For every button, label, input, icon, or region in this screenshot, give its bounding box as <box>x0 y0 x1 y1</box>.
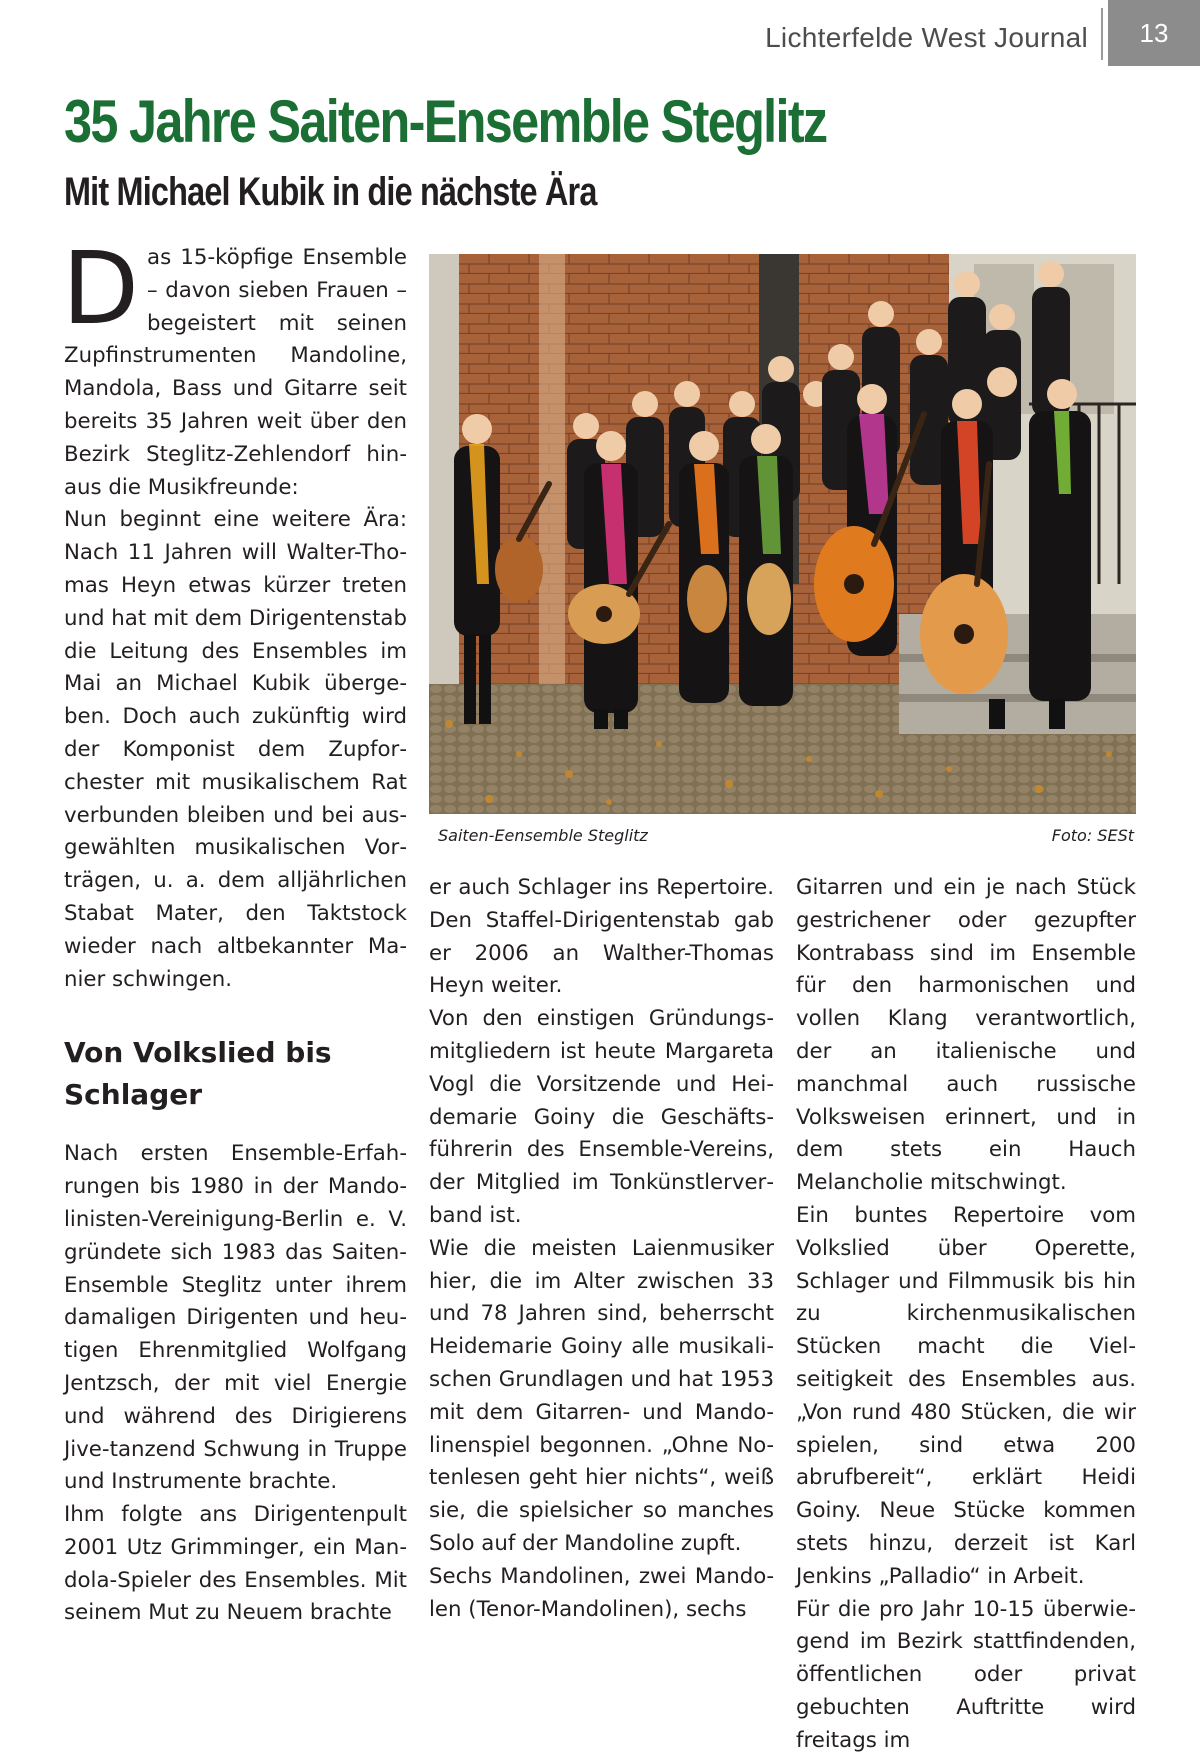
text-column-1 <box>62 230 407 1630</box>
intro-paragraph <box>62 230 407 504</box>
ensemble-photo <box>429 254 1136 814</box>
paragraph: Nun beginnt eine weitere Ära: Nach 11 Jahren will Walter-Thomas Heyn etwas kürzer treten und hat mit dem Dirigentenstab die Leitung des Ensembles im Mai an Michael Kubik übergeben. Doch auch zukünftig wird der Komponist dem Zupforchester mit musikalischem Rat verbunden bleiben und bei ausgewählten musikalischen Vorträgen, u. a. dem alljährlichen Stabat Mater, den Taktstock wieder nach altbekannter Manier schwingen. <box>64 507 407 992</box>
text-column-3 <box>796 872 1136 1758</box>
text-column-2 <box>429 872 774 1626</box>
paragraph: Von den einstigen Gründungsmitgliedern ist heute Margareta Vogl die Vorsitzende und Heidemarie Goiny die Geschäftsführerin des Ensemble-Vereins, der Mitglied im Tonkünstlerverband ist. <box>429 1006 774 1228</box>
paragraph: Ein buntes Repertoire vom Volkslied über Operette, Schlager und Filmmusik bis hin zu kirchenmusikalischen Stücken macht die Vielseitigkeit des Ensembles aus. „Von rund 480 Stücken, die wir spielen, sind etwa 200 abrufbereit“, erklärt Heidi Goiny. Neue Stücke kommen stets hinzu, derzeit ist Karl Jenkins „Palladio“ in Arbeit. <box>796 1202 1136 1589</box>
drop-cap: D <box>62 230 140 347</box>
photo-caption: Saiten-Eensemble Steglitz <box>438 826 648 845</box>
page-number: 13 <box>1108 0 1200 66</box>
article-subtitle: Mit Michael Kubik in die nächste Ära <box>64 170 597 214</box>
paragraph: er auch Schlager ins Repertoire. Den Staffel-Dirigentenstab gab er 2006 an Walther-Thomas Heyn weiter. <box>429 875 774 999</box>
section-heading: Von Volkslied bis Schlager <box>64 1036 332 1112</box>
journal-name: Lichterfelde West Journal <box>765 22 1088 53</box>
paragraph: Gitarren und ein je nach Stück gestrichener oder gezupfter Kontrabass sind im Ensemble für den harmonischen und vollen Klang verantwortlich, der an italienische und manchmal auch russische Volksweisen erinnert, und in dem stets ein Hauch Melancholie mitschwingt. <box>796 875 1136 1196</box>
intro-text: as 15-köpfige Ensemble – davon sieben Frauen – begeistert mit seinen Zupfinstrumenten Mandoline, Mandola, Bass und Gitarre seit bereits 35 Jahren weit über den Bezirk Steglitz-Zehlendorf hinaus die Musikfreunde: <box>64 245 407 500</box>
paragraph: Für die pro Jahr 10-15 überwiegend im Bezirk stattfindenden, öffentlichen oder privat gebuchten Auftritte wird freitags im <box>796 1596 1136 1753</box>
article-title: 35 Jahre Saiten-Ensemble Steglitz <box>64 88 827 155</box>
photo-credit: Foto: SESt <box>1051 826 1134 845</box>
paragraph: Ihm folgte ans Dirigentenpult 2001 Utz Grimminger, ein Mandola-Spieler des Ensembles. Mit seinem Mut zu Neuem brachte <box>64 1502 407 1626</box>
ensemble-photo-illustration <box>429 254 1136 814</box>
header-divider <box>1101 8 1103 60</box>
paragraph: Nach ersten Ensemble-Erfahrungen bis 1980 in der Mandolinisten-Vereinigung-Berlin e. V. gründete sich 1983 das Saiten-Ensemble Steglitz unter ihrem damaligen Dirigenten und heutigen Ehrenmitglied Wolfgang Jentzsch, der mit viel Energie und während des Dirigierens Jive-tanzend Schwung in Truppe und Instrumente brachte. <box>64 1141 407 1495</box>
paragraph: Sechs Mandolinen, zwei Mandolen (Tenor-Mandolinen), sechs <box>429 1563 774 1622</box>
paragraph: Wie die meisten Laienmusiker hier, die im Alter zwischen 33 und 78 Jahren sind, beherrscht Heidemarie Goiny alle musikalischen Grundlagen und hat 1953 mit dem Gitarren- und Mandolinenspiel begonnen. „Ohne Notenlesen geht hier nichts“, weiß sie, die spielsicher so manches Solo auf der Mandoline zupft. <box>429 1235 774 1556</box>
